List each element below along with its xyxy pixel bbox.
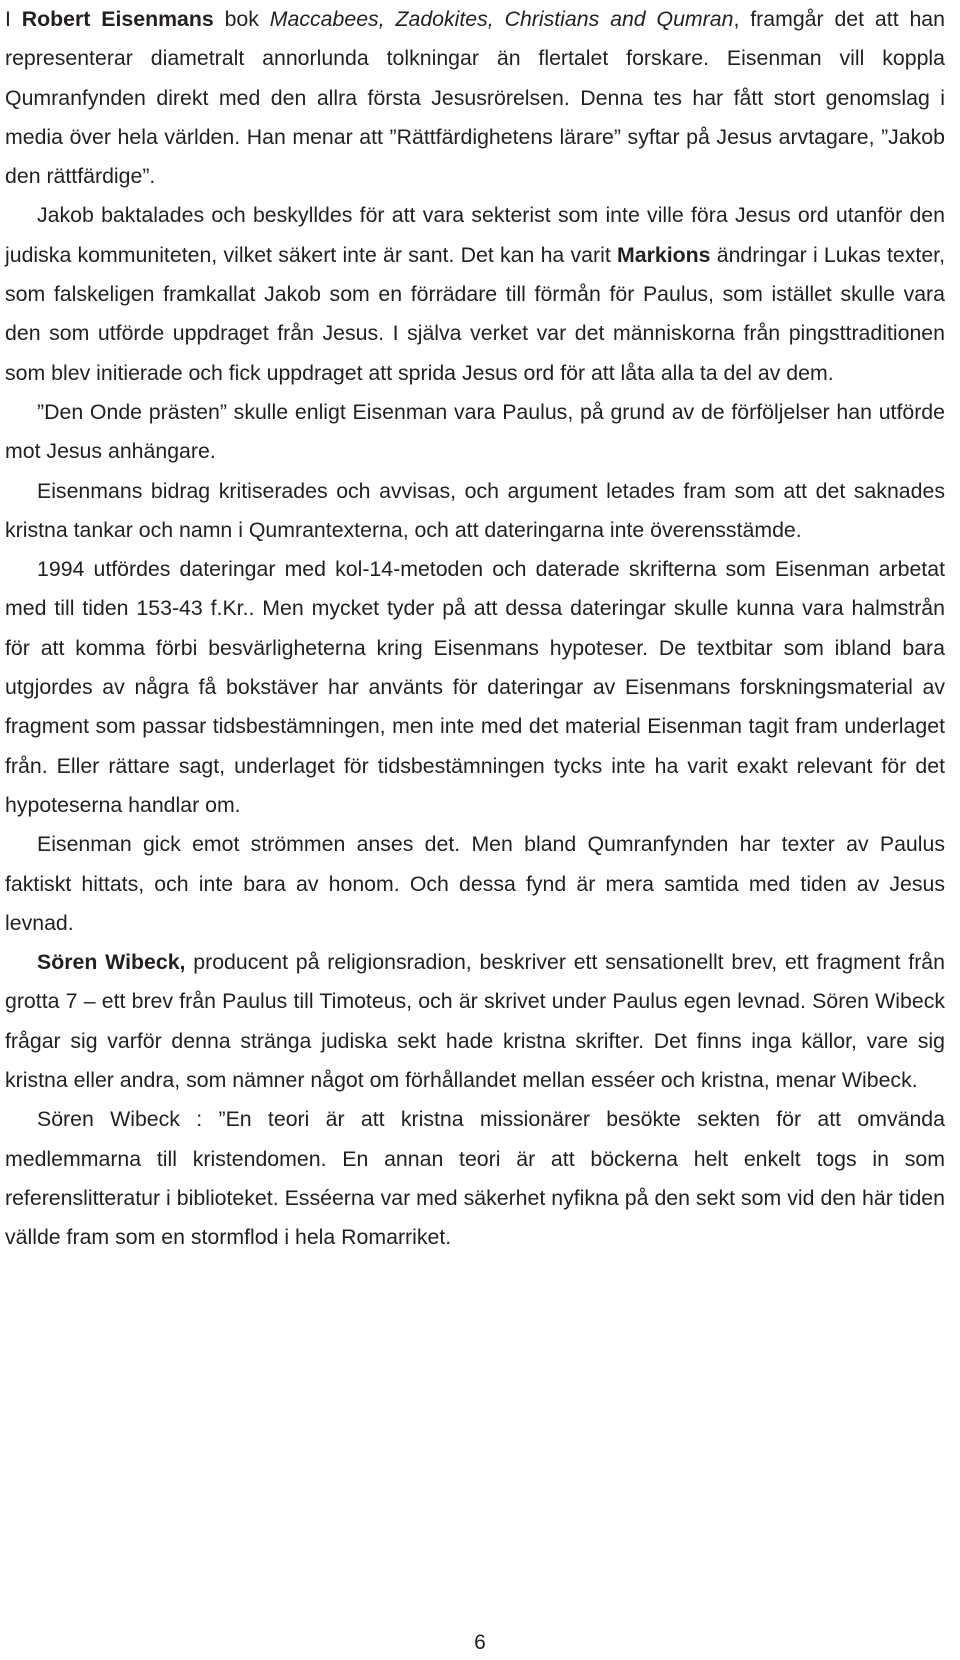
paragraph-8 [5,1100,945,1257]
paragraph-6 [5,825,945,943]
page-number: 6 [474,1631,486,1654]
book-title: Maccabees, Zadokites, Christians and Qumran [269,7,734,31]
paragraph-1 [5,0,945,196]
text-run: Eisenmans bidrag kritiserades och avvisas, och argument letades fram som att det saknades kristna tankar och namn i Qumrantexterna, och att dateringarna inte överensstämde. [5,478,945,542]
text-run: ändringar i Lukas texter, som falskeligen framkallat Jakob som en förrädare till förmån för Paulus, som istället skulle vara den som utförde uppdraget från Jesus. I själva verket var det människorna från pingsttraditionen som blev initierade och fick uppdraget att sprida Jesus ord för att låta alla ta del av dem. [5,242,945,385]
paragraph-5 [5,550,945,825]
text-run: , framgår det att han representerar diametralt annorlunda tolkningar än flertalet forskare. Eisenman vill koppla Qumranfynden direkt med den allra första Jesusrörelsen. Denna tes har fått stort genomslag i media över hela världen. Han menar att ”Rättfärdighetens lärare” syftar på Jesus arvtagare, ”Jakob den rättfärdige”. [5,7,945,189]
text-run: Jakob baktalades och beskylldes för att vara sekterist som inte ville föra Jesus ord utanför den judiska kommuniteten, vilket säkert inte är sant. Det kan ha varit [5,203,945,267]
text-run: I [5,7,22,31]
text-run: Eisenman gick emot strömmen anses det. Men bland Qumranfynden har texter av Paulus faktiskt hittats, och inte bara av honom. Och dessa fynd är mera samtida med tiden av Jesus levnad. [5,832,945,935]
paragraph-4 [5,472,945,551]
text-run: ”Den Onde prästen” skulle enligt Eisenman vara Paulus, på grund av de förföljelser han utförde mot Jesus anhängare. [5,399,945,464]
text-run: producent på religionsradion, beskriver ett sensationellt brev, ett fragment från grotta 7 – ett brev från Paulus till Timoteus, och är skrivet under Paulus egen levnad. Sören Wibeck frågar sig varför denna stränga judiska sekt hade kristna skrifter. Det finns inga källor, vare sig kristna eller andra, som nämner något om förhållandet mellan esséer och kristna, menar Wibeck. [5,950,945,1093]
paragraph-3 [5,393,945,472]
text-run: Sören Wibeck : ”En teori är att kristna missionärer besökte sekten för att omvända medlemmarna till kristendomen. En annan teori är att böckerna helt enkelt togs in som referenslitteratur i biblioteket. Esséerna var med säkerhet nyfikna på den sekt som vid den här tiden vällde fram som en stormflod i hela Romarriket. [5,1107,945,1250]
paragraph-2 [5,196,945,392]
text-run: bok [213,7,270,31]
body-text [5,0,945,1258]
paragraph-7 [5,943,945,1100]
author-name-eisenman: Robert Eisenmans [21,7,214,31]
text-run: 1994 utfördes dateringar med kol-14-metoden och daterade skrifterna som Eisenman arbetat med till tiden 153-43 f.Kr.. Men mycket tyder på att dessa dateringar skulle kunna vara halmstrån för att komma förbi besvärligheterna kring Eisenmans hypoteser. De textbitar som ibland bara utgjordes av några få bokstäver har använts för dateringar av Eisenmans forskningsmaterial av fragment som passar tidsbestämningen, men inte med det material Eisenman tagit fram underlaget från. Eller rättare sagt, underlaget för tidsbestämningen tycks inte ha varit exakt relevant för det hypoteserna handlar om. [5,557,945,817]
name-markion: Markions [616,242,711,267]
name-soren-wibeck: Sören Wibeck, [37,950,186,975]
